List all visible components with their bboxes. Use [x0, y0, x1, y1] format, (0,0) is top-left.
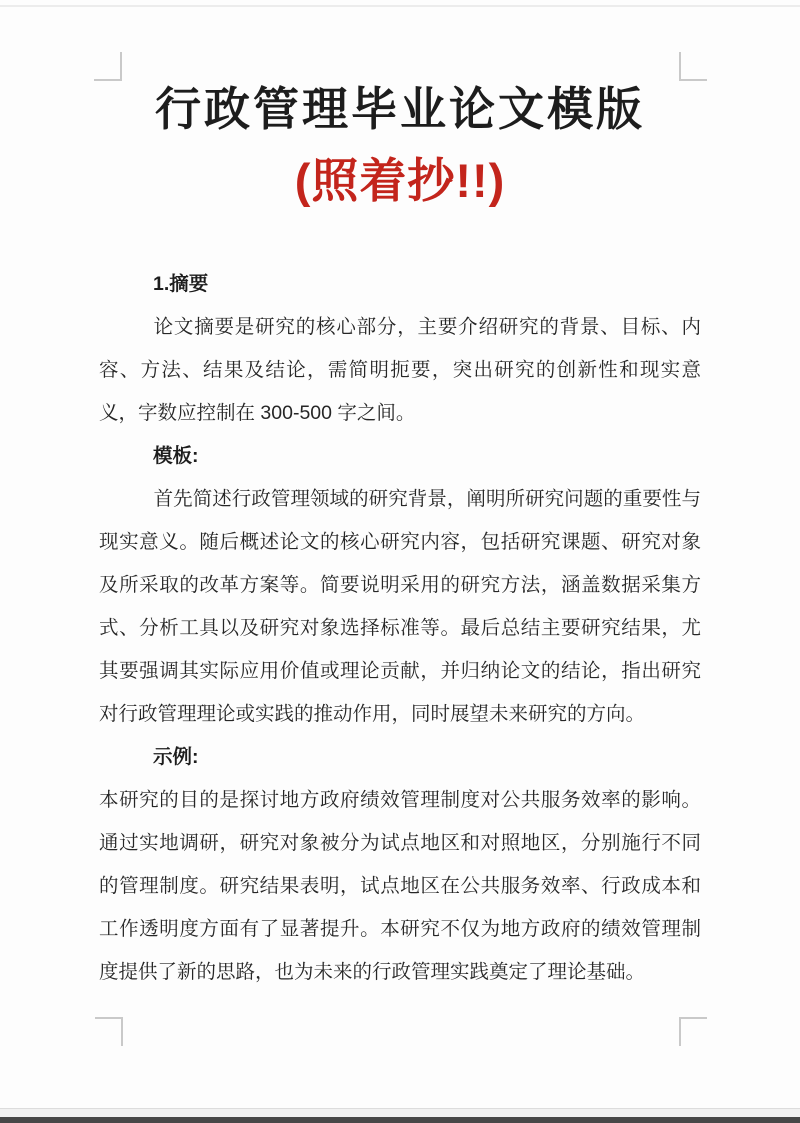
section-heading-abstract: 1.摘要 — [153, 273, 209, 295]
paragraph-example: 本研究的目的是探讨地方政府绩效管理制度对公共服务效率的影响。通过实地调研，研究对象被分为试点地区和对照地区，分别施行不同的管理制度。研究结果表明，试点地区在公共服务效率、行政成本和工作透明度方面有了显著提升。本研究不仅为地方政府的绩效管理制度提供了新的思路，也为未来的行政管理实践奠定了理论基础。 — [99, 789, 701, 983]
section-heading-template: 模板: — [153, 445, 199, 467]
top-divider — [0, 5, 800, 7]
crop-mark-top-right — [679, 52, 707, 81]
document-header — [0, 80, 800, 210]
crop-mark-bottom-right — [679, 1017, 707, 1046]
paragraph-abstract: 论文摘要是研究的核心部分，主要介绍研究的背景、目标、内容、方法、结果及结论，需简明扼要，突出研究的创新性和现实意义，字数应控制在 300-500 字之间。 — [99, 316, 701, 424]
paragraph-template: 首先简述行政管理领域的研究背景，阐明所研究问题的重要性与现实意义。随后概述论文的核心研究内容，包括研究课题、研究对象及所采取的改革方案等。简要说明采用的研究方法，涵盖数据采集方式、分析工具以及研究对象选择标准等。最后总结主要研究结果，尤其要强调其实际应用价值或理论贡献，并归纳论文的结论，指出研究对行政管理理论或实践的推动作用，同时展望未来研究的方向。 — [99, 488, 701, 725]
page-title: 行政管理毕业论文模版 — [155, 83, 645, 135]
page-subtitle: (照着抄!!) — [294, 154, 506, 207]
bottom-bar — [0, 1117, 800, 1123]
section-heading-example: 示例: — [153, 746, 199, 768]
document-body — [99, 263, 701, 994]
crop-mark-top-left — [94, 52, 122, 81]
crop-mark-bottom-left — [95, 1017, 123, 1046]
